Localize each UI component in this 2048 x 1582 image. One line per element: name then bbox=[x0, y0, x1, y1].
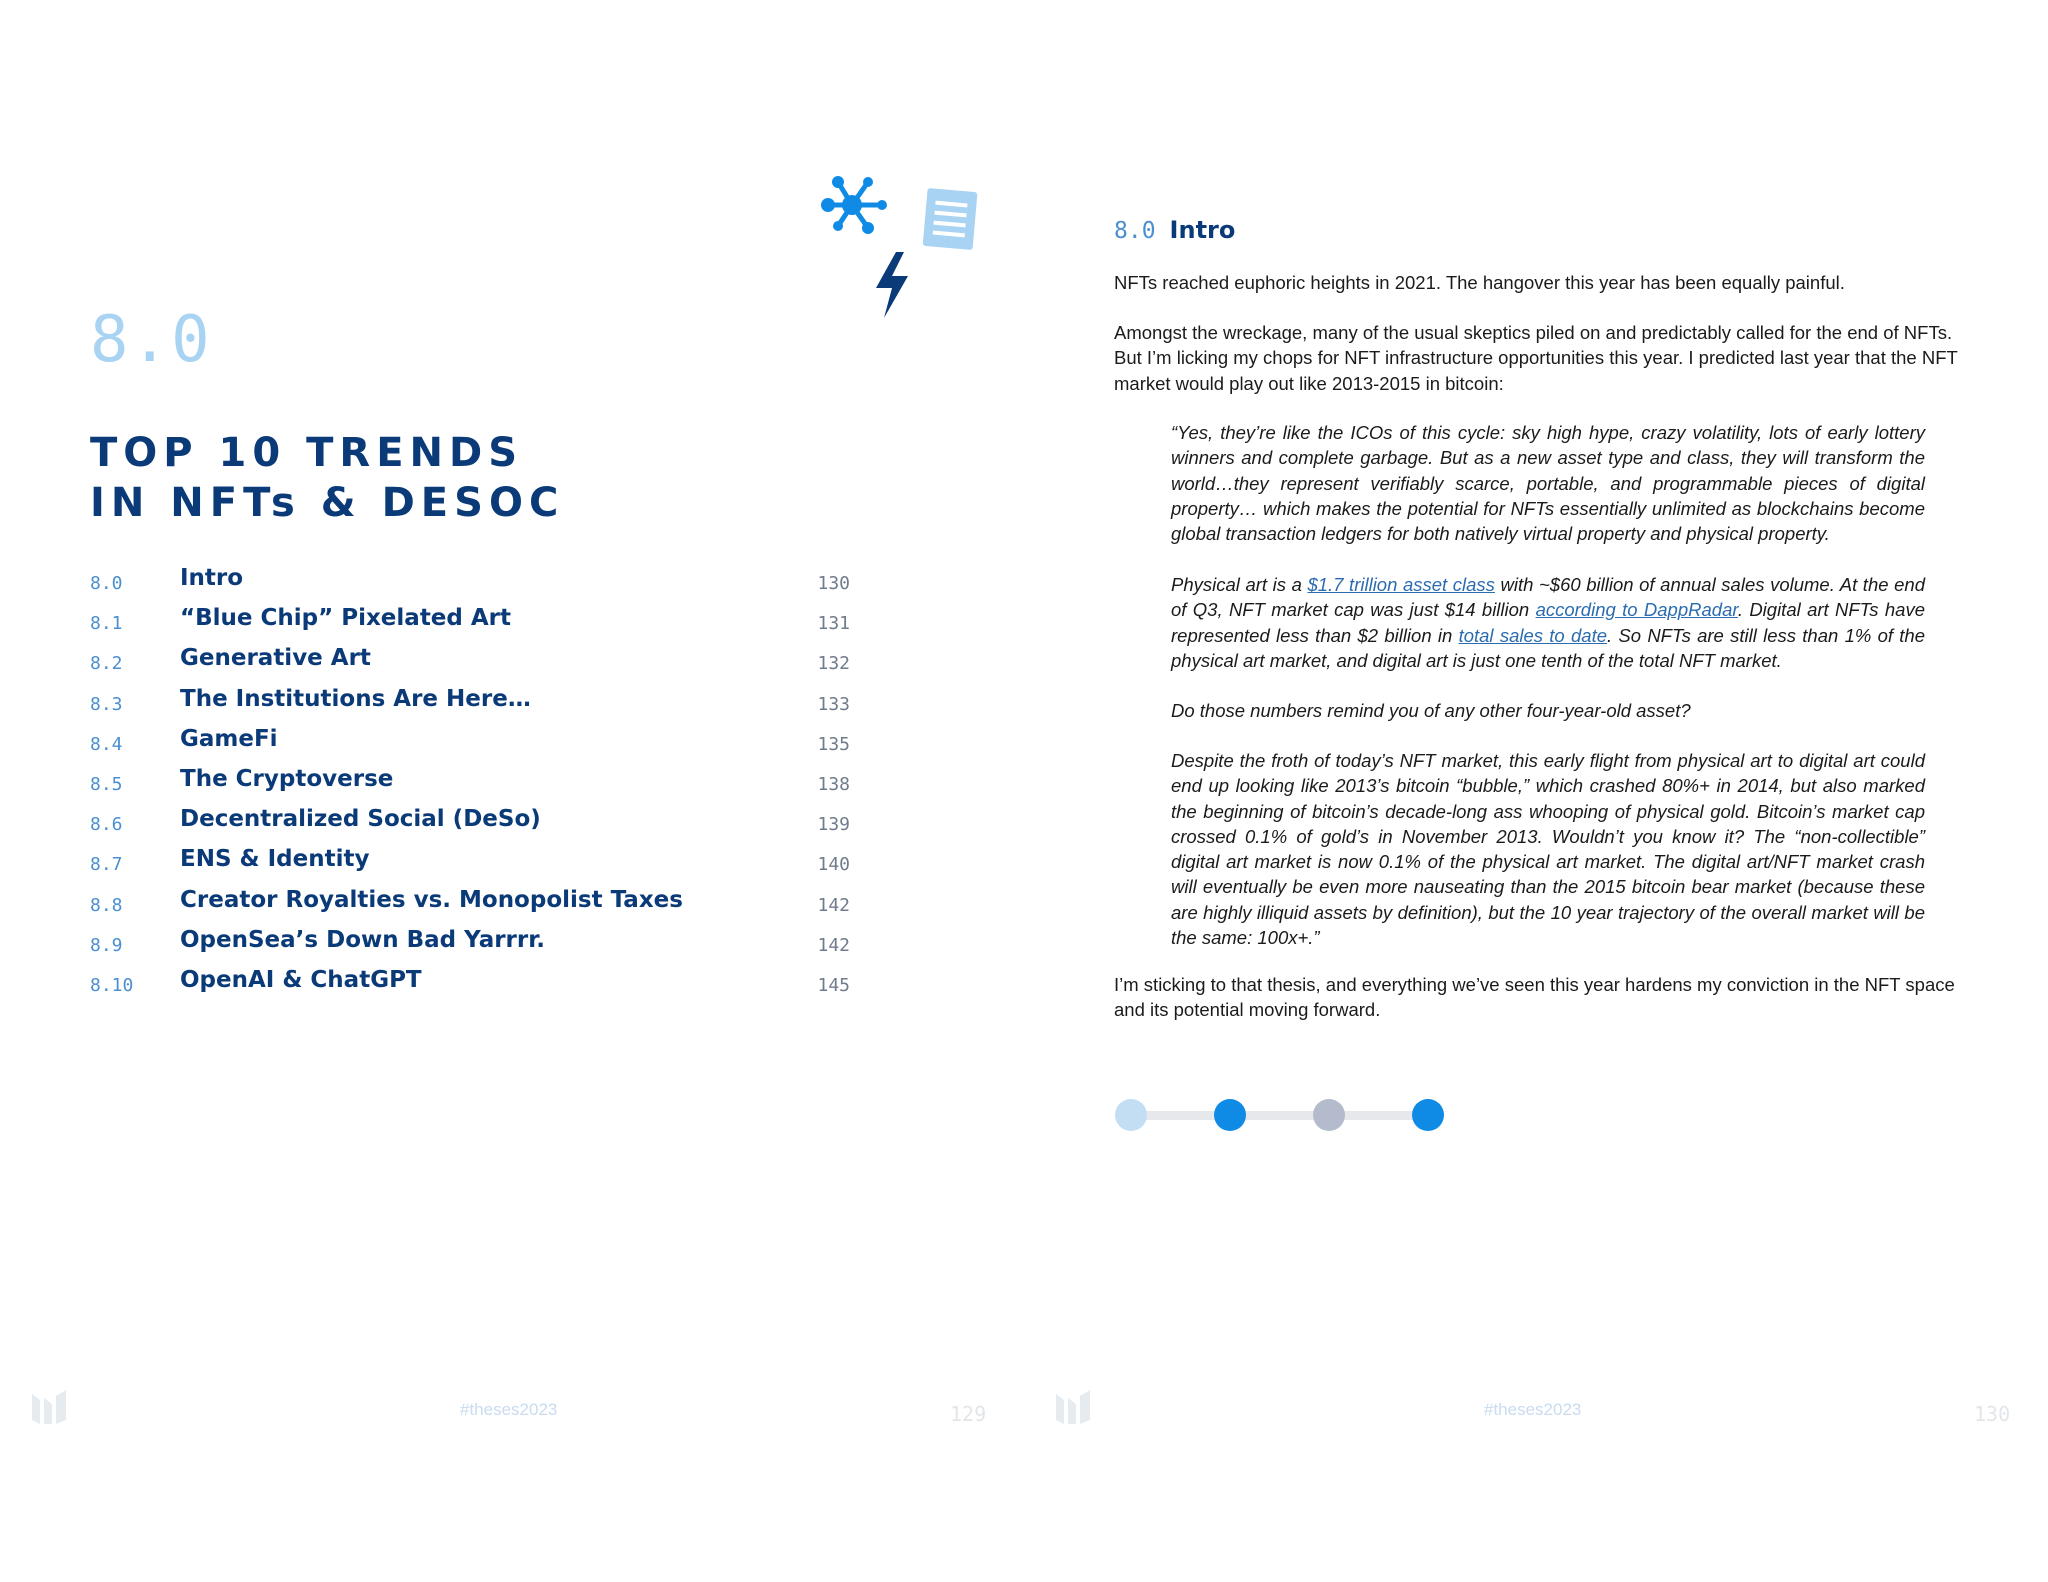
toc-item[interactable] bbox=[90, 806, 850, 846]
toc-item-title[interactable]: “Blue Chip” Pixelated Art bbox=[180, 605, 512, 632]
toc-item-page: 145 bbox=[817, 974, 850, 996]
footer-hashtag: #theses2023 bbox=[1484, 1400, 1582, 1419]
toc-item-page: 135 bbox=[817, 733, 850, 755]
toc-item[interactable] bbox=[90, 565, 850, 605]
toc-item[interactable] bbox=[90, 887, 850, 927]
toc-item-page: 131 bbox=[817, 613, 850, 635]
toc-item[interactable] bbox=[90, 686, 850, 726]
toc-item[interactable] bbox=[90, 726, 850, 766]
quote-text: . Digital art NFTs have represented less than $2 billion in bbox=[1171, 599, 1925, 646]
footer-hashtag: #theses2023 bbox=[460, 1400, 558, 1419]
toc-item[interactable] bbox=[90, 766, 850, 806]
link-asset-class[interactable]: $1.7 trillion asset class bbox=[1307, 574, 1495, 595]
toc-item-number: 8.1 bbox=[90, 613, 123, 635]
toc-item-number: 8.9 bbox=[90, 934, 123, 956]
chapter-title-line-1: TOP 10 TRENDS bbox=[90, 430, 524, 476]
messari-logo-icon bbox=[32, 1390, 68, 1424]
toc-item-title[interactable]: GameFi bbox=[180, 725, 278, 752]
toc-item-title[interactable]: Intro bbox=[180, 565, 244, 591]
progress-dot bbox=[1412, 1099, 1444, 1131]
quote-text: . So NFTs are still less than 1% of the physical art market, and digital art is just one tenth of the total NFT market. bbox=[1171, 624, 1925, 671]
section-heading bbox=[1114, 216, 1235, 244]
document-icon bbox=[923, 188, 978, 250]
toc-item-number: 8.7 bbox=[90, 854, 123, 876]
toc-item-number: 8.2 bbox=[90, 653, 123, 675]
paragraph: NFTs reached euphoric heights in 2021. The hangover this year has been equally painful. bbox=[1114, 272, 1845, 293]
toc-item[interactable] bbox=[90, 645, 850, 685]
right-page bbox=[1024, 0, 2048, 1582]
lightning-bolt-icon bbox=[876, 252, 908, 318]
toc-item-title[interactable]: OpenSea’s Down Bad Yarrrr. bbox=[180, 926, 546, 953]
toc-item[interactable] bbox=[90, 967, 850, 1007]
toc-item-title[interactable]: The Cryptoverse bbox=[180, 765, 394, 792]
toc-item-page: 142 bbox=[817, 894, 850, 916]
chapter-number: 8.0 bbox=[90, 303, 212, 377]
toc-item-title[interactable]: Generative Art bbox=[180, 645, 371, 672]
toc-item-number: 8.3 bbox=[90, 693, 123, 715]
section-number: 8.0 bbox=[1114, 218, 1156, 244]
toc-item-number: 8.5 bbox=[90, 773, 123, 795]
quote-text: Physical art is a bbox=[1171, 574, 1308, 595]
progress-dot bbox=[1313, 1099, 1345, 1131]
section-title: Intro bbox=[1169, 216, 1236, 244]
toc-item-page: 142 bbox=[817, 934, 850, 956]
messari-logo-icon bbox=[1056, 1390, 1092, 1424]
progress-dot bbox=[1115, 1099, 1147, 1131]
section-progress-dots bbox=[1114, 1097, 1454, 1133]
blockquote-paragraph: Despite the froth of today’s NFT market, this early flight from physical art to digital art could end up looking like 2013’s bitcoin “bubble,” which crashed 80%+ in 2014, but also marked the beginning of bitcoin’s decade-long ass whooping of physical gold. Bitcoin’s market cap crossed 0.1% of gold’s in November 2013. Wouldn’t you know it? The “non-collectible” digital art market is now 0.1% of the physical art market. The digital art/NFT market crash will eventually be even more nauseating than the 2015 bitcoin bear market (because these are highly illiquid assets by definition), but the 10 year trajectory of the overall market will be the same: 100x+.” bbox=[1171, 750, 1925, 949]
table-of-contents bbox=[90, 565, 850, 1007]
toc-item-title[interactable]: OpenAI & ChatGPT bbox=[180, 966, 422, 993]
toc-item-number: 8.10 bbox=[90, 974, 134, 996]
toc-item-number: 8.4 bbox=[90, 733, 123, 755]
decorative-icon-cluster bbox=[808, 170, 988, 320]
toc-item-page: 139 bbox=[817, 814, 850, 836]
toc-item-title[interactable]: Creator Royalties vs. Monopolist Taxes bbox=[180, 886, 683, 913]
toc-item-title[interactable]: ENS & Identity bbox=[180, 846, 370, 873]
toc-item-page: 132 bbox=[817, 653, 850, 675]
blockquote-paragraph: Do those numbers remind you of any other four-year-old asset? bbox=[1171, 700, 1691, 721]
paragraph: Amongst the wreckage, many of the usual skeptics piled on and predictably called for the end of NFTs. But I’m licking my chops for NFT infrastructure opportunities this year. I predicted last year that the NFT market would play out like 2013-2015 in bitcoin: bbox=[1114, 322, 1958, 394]
network-node-icon bbox=[821, 176, 887, 234]
toc-item-title[interactable]: Decentralized Social (DeSo) bbox=[180, 806, 541, 833]
chapter-title bbox=[90, 428, 564, 528]
chapter-title-line-2: IN NFTs & DESOC bbox=[90, 480, 565, 526]
toc-item-page: 130 bbox=[817, 573, 850, 594]
toc-item-page: 140 bbox=[817, 854, 850, 876]
toc-item[interactable] bbox=[90, 846, 850, 886]
quote-text: with ~$60 billion of annual sales volume. At the end of Q3, NFT market cap was just $14 billion bbox=[1171, 574, 1925, 621]
blockquote-paragraph bbox=[1171, 572, 1925, 673]
footer-page-number: 129 bbox=[950, 1402, 987, 1426]
paragraph: I’m sticking to that thesis, and everything we’ve seen this year hardens my conviction in the NFT space and its potential moving forward. bbox=[1114, 974, 1955, 1021]
toc-item-number: 8.8 bbox=[90, 894, 123, 916]
toc-item-number: 8.0 bbox=[90, 573, 123, 594]
blockquote-paragraph: “Yes, they’re like the ICOs of this cycle: sky high hype, crazy volatility, lots of early lottery winners and complete garbage. But as a new asset type and class, they will transform the world…they represent verifiably scarce, portable, and programmable pieces of digital property… which makes the potential for NFTs essentially unlimited as blockchains become global transaction ledgers for both natively virtual property and physical property. bbox=[1171, 422, 1925, 545]
toc-item[interactable] bbox=[90, 605, 850, 645]
footer-page-number: 130 bbox=[1974, 1402, 2011, 1426]
toc-item[interactable] bbox=[90, 927, 850, 967]
toc-item-page: 138 bbox=[817, 773, 850, 795]
toc-item-title[interactable]: The Institutions Are Here… bbox=[180, 685, 531, 712]
link-total-sales[interactable]: total sales to date bbox=[1458, 624, 1607, 646]
toc-item-page: 133 bbox=[817, 693, 850, 715]
progress-dot bbox=[1214, 1099, 1246, 1131]
toc-item-number: 8.6 bbox=[90, 814, 123, 836]
link-dappradar[interactable]: according to DappRadar bbox=[1535, 599, 1738, 621]
